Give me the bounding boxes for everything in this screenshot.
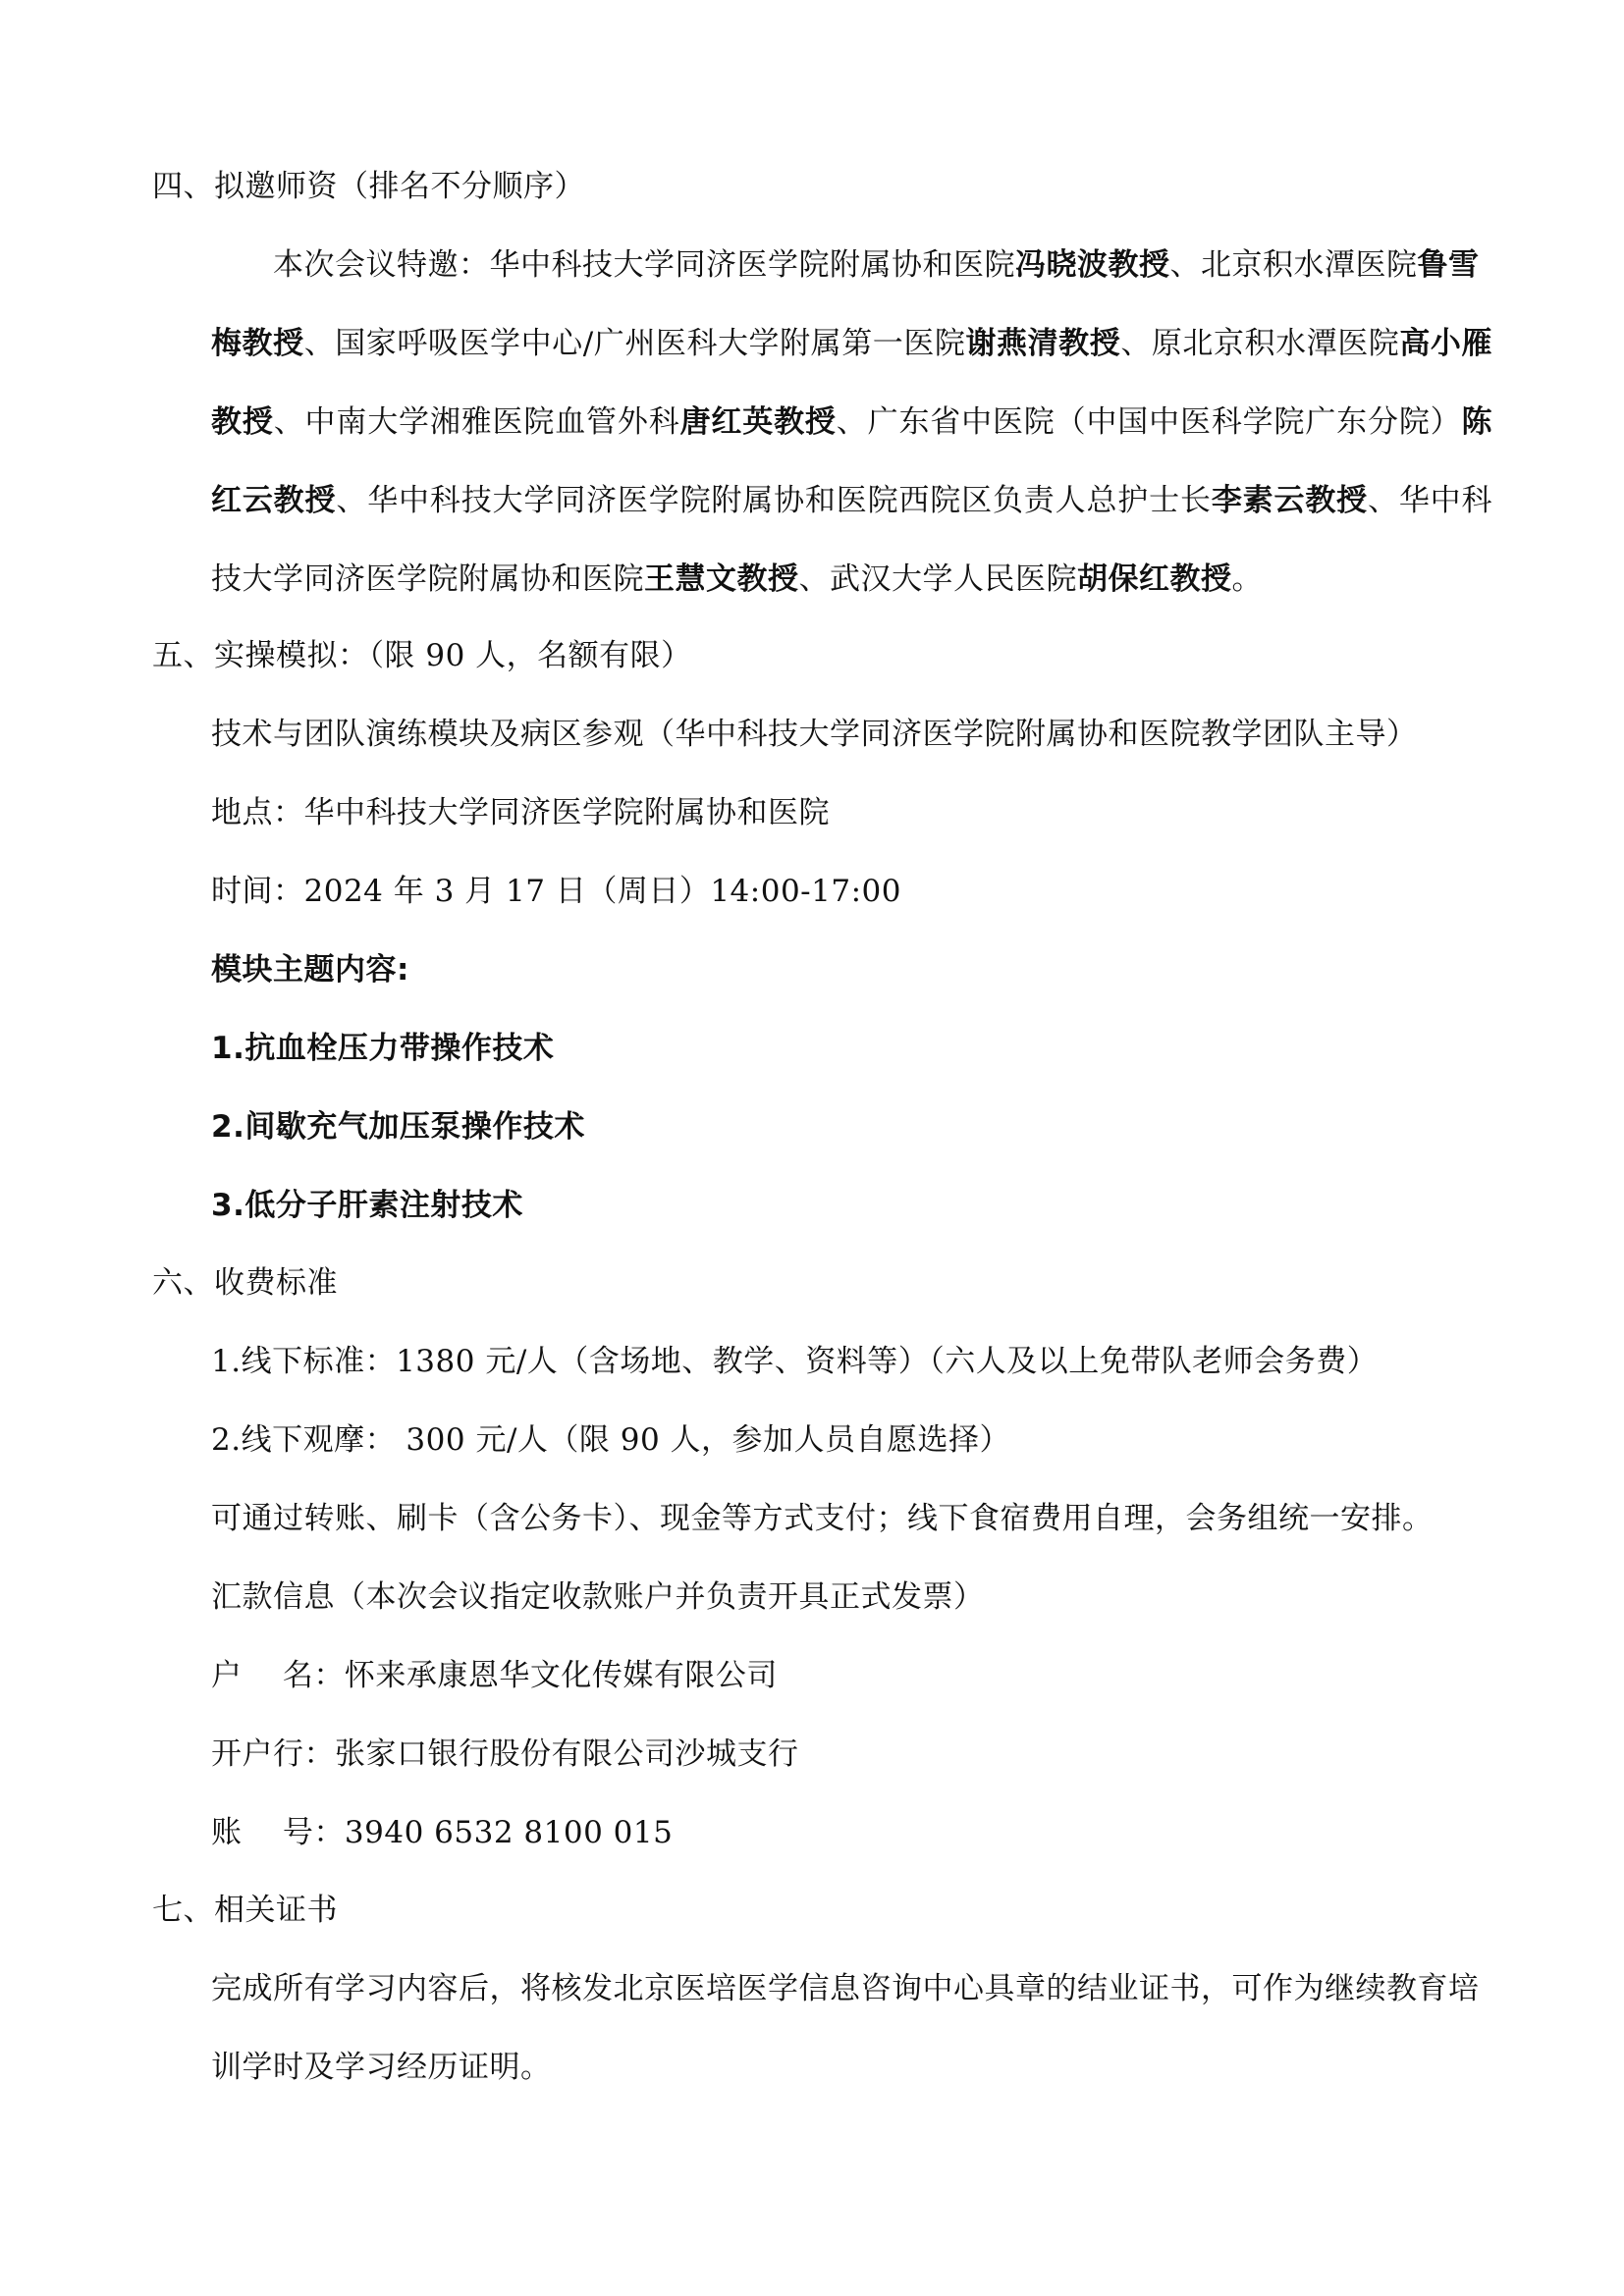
section4-paragraph-line-4 (211, 481, 1492, 520)
text-run: 、原北京积水潭医院 (1120, 326, 1400, 361)
section4-heading: 四、拟邀师资（排名不分顺序） (152, 169, 585, 204)
text-run: 、华中科 (1368, 483, 1493, 518)
section6-payment: 可通过转账、刷卡（含公务卡）、现金等方式支付；线下食宿费用自理，会务组统一安排。 (211, 1501, 1434, 1536)
text-run: 本次会议特邀：华中科技大学同济医学院附属协和医院 (273, 247, 1015, 283)
text-run: 、武汉大学人民医院 (798, 561, 1077, 597)
section7-heading: 七、相关证书 (152, 1893, 338, 1928)
section6-remit-title: 汇款信息（本次会议指定收款账户并负责开具正式发票） (211, 1579, 985, 1615)
bold-name: 谢燕清教授 (965, 326, 1121, 361)
text-run: 。 (1231, 561, 1263, 597)
section4-paragraph-line-3 (211, 402, 1492, 442)
section5-location: 地点：华中科技大学同济医学院附属协和医院 (211, 795, 830, 830)
text-run: 、国家呼吸医学中心/广州医科大学附属第一医院 (303, 326, 966, 361)
section6-fee-1: 1.线下标准：1380 元/人（含场地、教学、资料等）（六人及以上免带队老师会务费） (211, 1344, 1379, 1379)
bold-name: 教授 (211, 404, 274, 440)
text-run: 、华中科技大学同济医学院附属协和医院西院区负责人总护士长 (336, 483, 1212, 518)
bold-name: 唐红英教授 (679, 404, 837, 440)
section5-time: 时间：2024 年 3 月 17 日（周日）14:00-17:00 (211, 874, 901, 909)
section6-heading: 六、收费标准 (152, 1265, 338, 1301)
section6-account-number: 账 号：3940 6532 8100 015 (211, 1815, 674, 1850)
bold-name: 红云教授 (211, 483, 337, 518)
section6-bank: 开户行：张家口银行股份有限公司沙城支行 (211, 1736, 799, 1772)
section6-fee-2: 2.线下观摩： 300 元/人（限 90 人，参加人员自愿选择） (211, 1422, 1011, 1458)
section7-paragraph-line-2: 训学时及学习经历证明。 (211, 2050, 552, 2085)
section5-topic-2: 2.间歇充气加压泵操作技术 (211, 1109, 585, 1145)
bold-name: 冯晓波教授 (1015, 247, 1170, 283)
section5-heading: 五、实操模拟：（限 90 人，名额有限） (152, 638, 692, 673)
bold-name: 梅教授 (211, 326, 304, 361)
text-run: 、中南大学湘雅医院血管外科 (273, 404, 680, 440)
bold-name: 高小雁 (1399, 326, 1492, 361)
section5-topic-1: 1.抗血栓压力带操作技术 (211, 1031, 555, 1066)
bold-name: 王慧文教授 (644, 561, 799, 597)
bold-name: 李素云教授 (1211, 483, 1368, 518)
text-run: 、广东省中医院（中国中医科学院广东分院） (836, 404, 1462, 440)
section5-module: 技术与团队演练模块及病区参观（华中科技大学同济医学院附属协和医院教学团队主导） (211, 717, 1418, 752)
section4-paragraph-line-2 (211, 324, 1492, 363)
text-run: 、北京积水潭医院 (1169, 247, 1418, 283)
section5-topic-3: 3.低分子肝素注射技术 (211, 1188, 523, 1223)
section4-paragraph-line-1 (273, 245, 1480, 285)
bold-name: 陈 (1461, 404, 1493, 440)
bold-name: 胡保红教授 (1077, 561, 1232, 597)
text-run: 技大学同济医学院附属协和医院 (211, 561, 644, 597)
section6-account-name: 户 名：怀来承康恩华文化传媒有限公司 (211, 1658, 778, 1693)
section4-paragraph-line-5 (211, 560, 1263, 599)
section5-topics-title: 模块主题内容: (211, 952, 409, 988)
bold-name: 鲁雪 (1417, 247, 1480, 283)
section7-paragraph-line-1: 完成所有学习内容后，将核发北京医培医学信息咨询中心具章的结业证书，可作为继续教育培 (211, 1971, 1480, 2006)
